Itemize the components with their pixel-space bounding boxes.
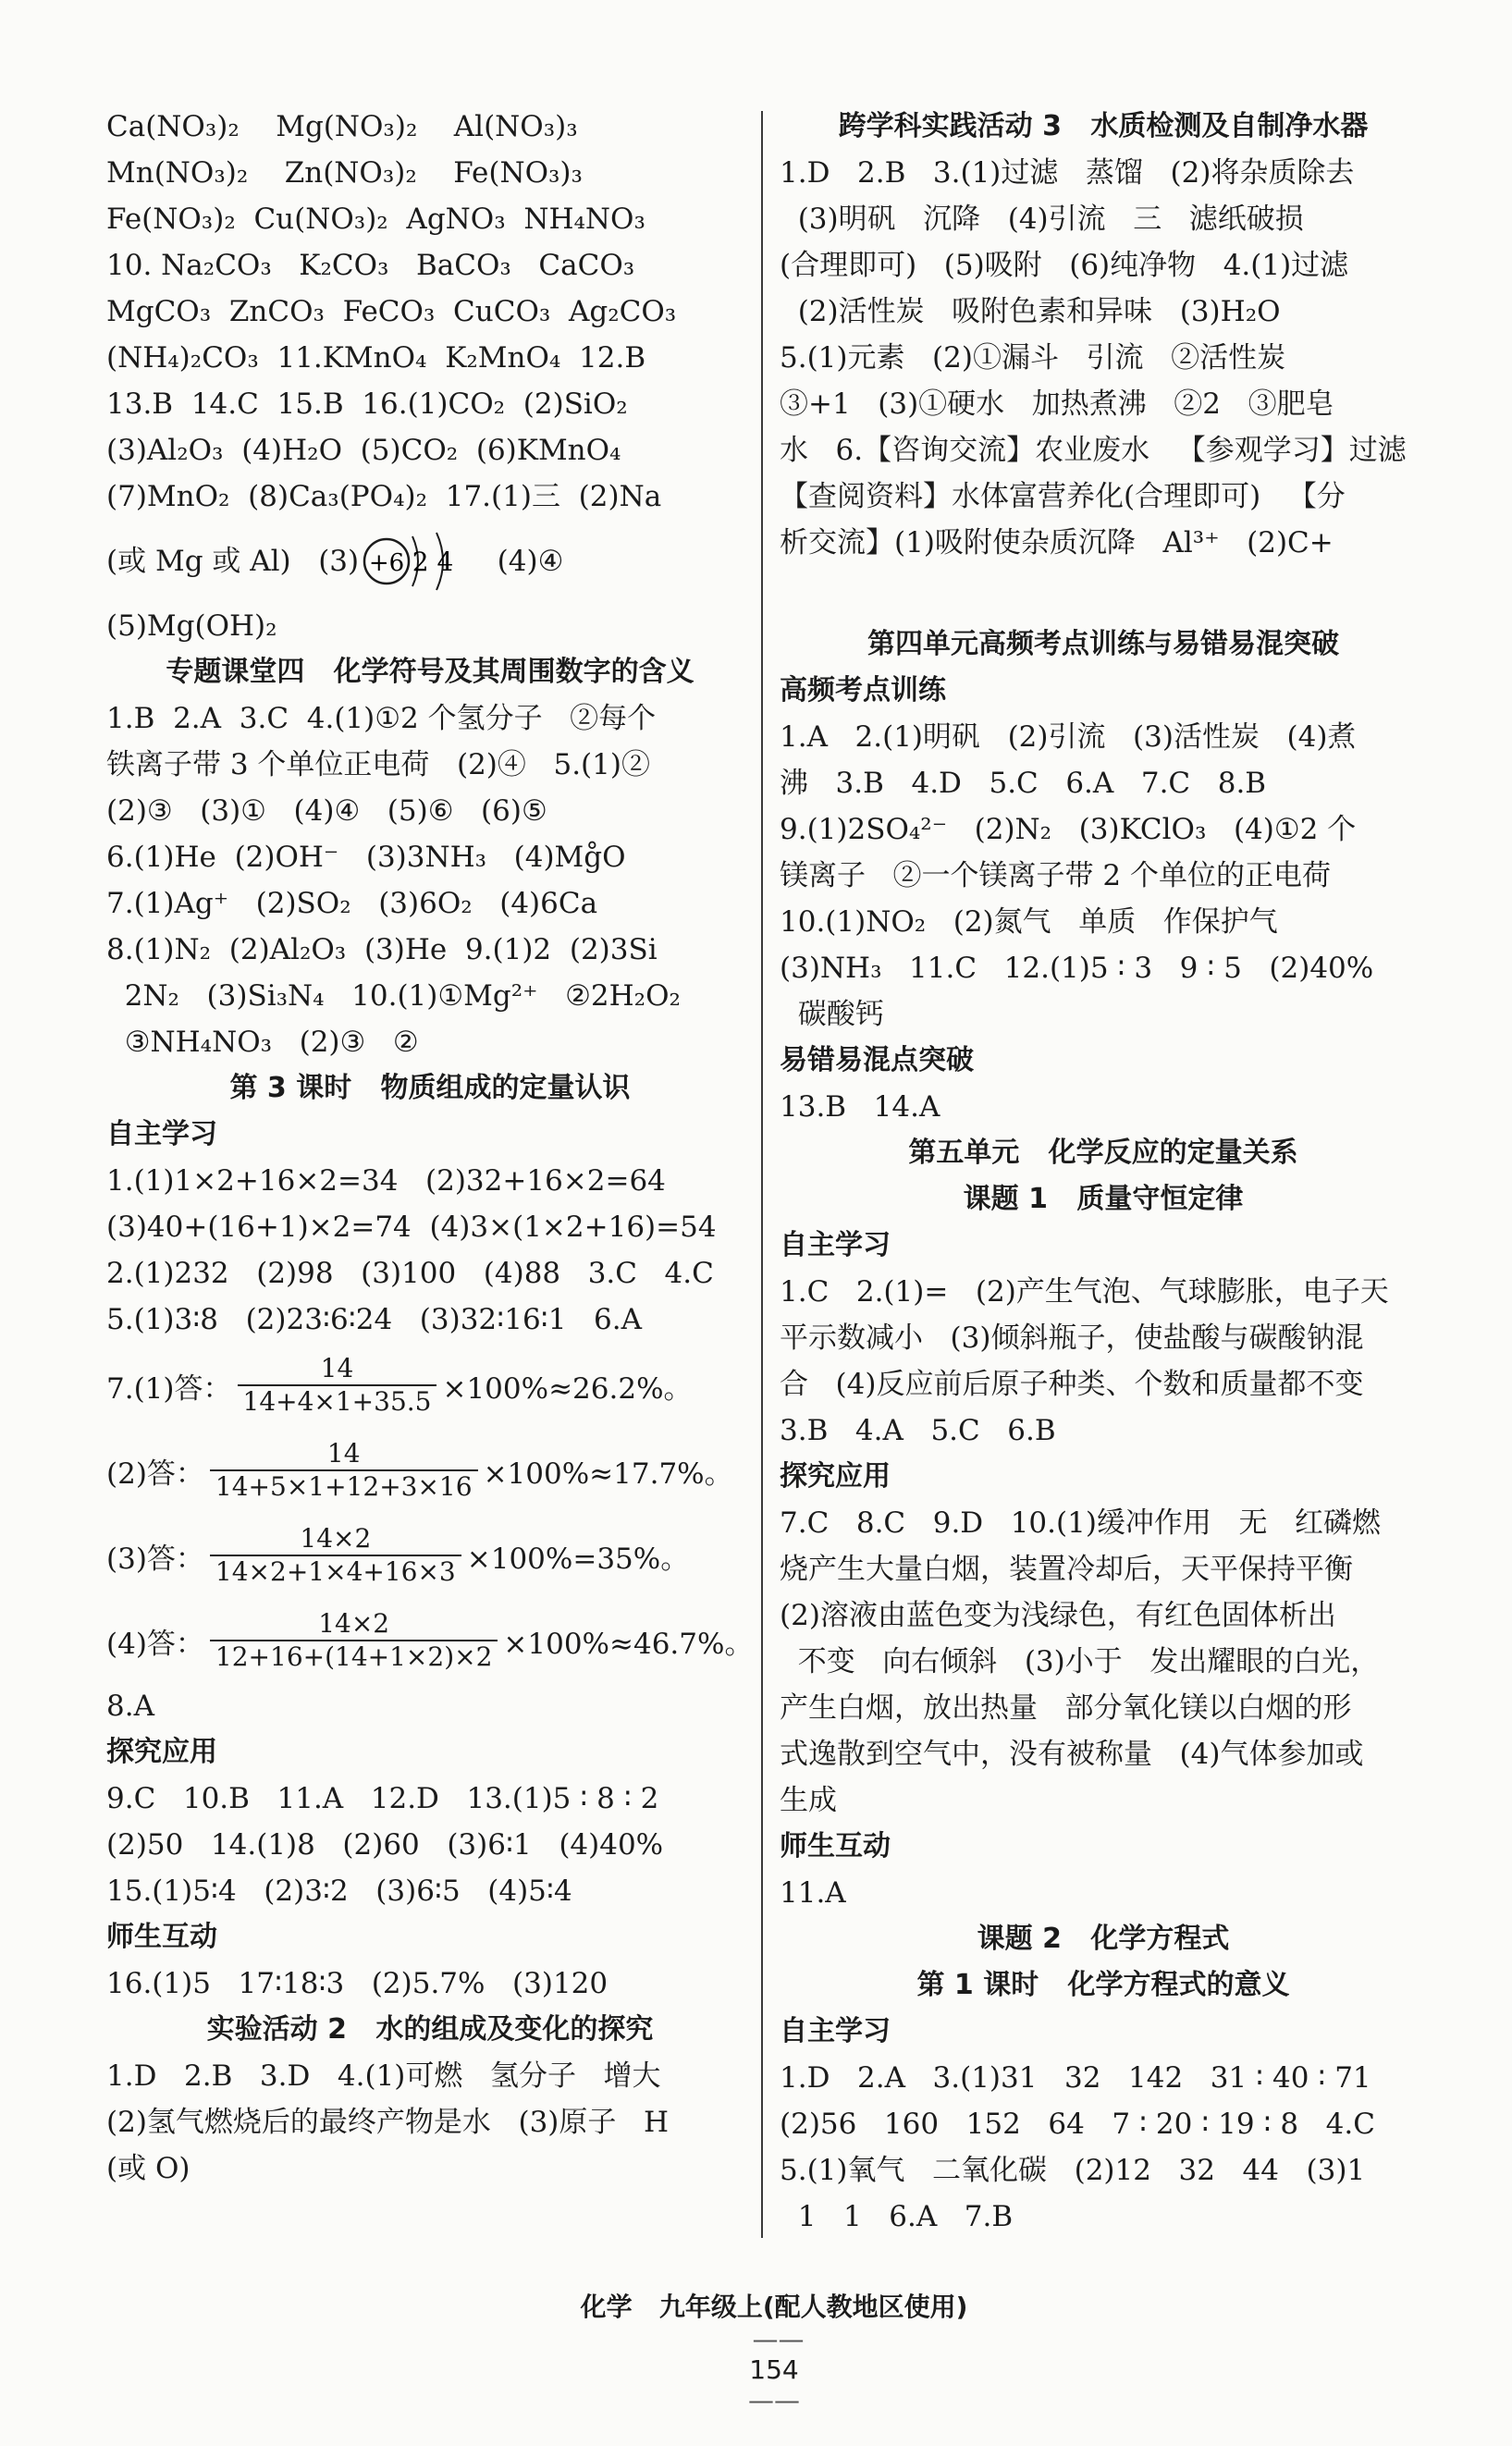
answer-line: 2.(1)232 (2)98 (3)100 (4)88 3.C 4.C xyxy=(106,1257,714,1290)
subsection-heading: 自主学习 xyxy=(106,1118,217,1150)
answer-block xyxy=(780,150,1427,566)
answer-line: 沸 3.B 4.D 5.C 6.A 7.C 8.B xyxy=(780,767,1267,800)
answer-line: 10.(1)NO₂ (2)氮气 单质 作保护气 xyxy=(780,905,1278,939)
answer-line: 9.C 10.B 11.A 12.D 13.(1)5 ∶ 8 ∶ 2 xyxy=(106,1782,659,1815)
column-divider xyxy=(761,111,763,2238)
answer-line: 不变 向右倾斜 (3)小于 发出耀眼的白光， xyxy=(780,1645,1380,1678)
fraction-suffix: ×100%≈17.7%。 xyxy=(483,1457,733,1491)
answer-line: 5.(1)氧气 二氧化碳 (2)12 32 44 (3)1 xyxy=(780,2154,1366,2187)
footer-dash: —— xyxy=(740,2385,808,2415)
answer-line: 1.A 2.(1)明矾 (2)引流 (3)活性炭 (4)煮 xyxy=(780,720,1357,754)
section-heading: 实验活动 2 水的组成及变化的探究 xyxy=(206,2013,654,2046)
answer-block xyxy=(780,1500,1427,1824)
subsection-heading: 师生互动 xyxy=(780,1830,891,1862)
subsection-heading: 自主学习 xyxy=(780,2015,891,2047)
answer-line: 11.A xyxy=(780,1876,846,1910)
right-column xyxy=(780,104,1427,2240)
answer-line: (2)③ (3)① (4)④ (5)⑥ (6)⑤ xyxy=(106,794,547,828)
answer-line: (NH₄)₂CO₃ 11.KMnO₄ K₂MnO₄ 12.B xyxy=(106,341,646,375)
answer-block xyxy=(106,104,754,520)
answer-block xyxy=(780,2055,1427,2240)
fraction-suffix: ×100%≈26.2%。 xyxy=(442,1371,693,1406)
answer-line: (7)MnO₂ (8)Ca₃(PO₄)₂ 17.(1)三 (2)Na xyxy=(106,480,662,513)
fraction-numerator: 14×2 xyxy=(300,1523,372,1554)
section-heading: 第四单元高频考点训练与易错易混突破 xyxy=(867,628,1339,660)
fraction-prefix: 7.(1)答： xyxy=(106,1371,232,1406)
fraction xyxy=(238,1353,437,1418)
answer-line: 3.B 4.A 5.C 6.B xyxy=(780,1414,1056,1447)
fraction-numerator: 14 xyxy=(326,1438,361,1469)
fraction xyxy=(210,1608,498,1673)
page-footer xyxy=(0,2256,1512,2446)
answer-line: Fe(NO₃)₂ Cu(NO₃)₂ AgNO₃ NH₄NO₃ xyxy=(106,203,645,236)
fraction-denominator: 14+5×1+12+3×16 xyxy=(210,1469,478,1503)
answer-line: 1 1 6.A 7.B xyxy=(780,2200,1014,2233)
answer-line: 镁离子 ②一个镁离子带 2 个单位的正电荷 xyxy=(780,859,1331,892)
answer-line: 碳酸钙 xyxy=(780,998,884,1031)
fraction-prefix: (3)答： xyxy=(106,1542,204,1576)
answer-line: 【查阅资料】水体富营养化(合理即可) 【分 xyxy=(780,480,1346,513)
answer-line: (3)40+(16+1)×2=74 (4)3×(1×2+16)=54 xyxy=(106,1211,717,1244)
answer-line: 析交流】(1)吸附使杂质沉降 Al³⁺ (2)C+ xyxy=(780,526,1334,559)
subsection-heading: 易错易混点突破 xyxy=(780,1044,974,1076)
nucleus-charge: +6 xyxy=(368,549,405,577)
answer-line: (或 O) xyxy=(106,2152,191,2185)
atom-line-prefix: (或 Mg 或 Al) (3) xyxy=(106,545,360,578)
answer-line: 烧产生大量白烟，装置冷却后，天平保持平衡 xyxy=(780,1553,1353,1586)
atom-line-suffix: (4)④ xyxy=(470,545,564,578)
answer-line: MgCO₃ ZnCO₃ FeCO₃ CuCO₃ Ag₂CO₃ xyxy=(106,295,677,328)
answer-line: 7.C 8.C 9.D 10.(1)缓冲作用 无 红磷燃 xyxy=(780,1506,1382,1540)
answer-line: Ca(NO₃)₂ Mg(NO₃)₂ Al(NO₃)₃ xyxy=(106,110,578,143)
answer-line: (5)Mg(OH)₂ xyxy=(106,609,277,643)
answer-line: (3)Al₂O₃ (4)H₂O (5)CO₂ (6)KMnO₄ xyxy=(106,434,621,467)
answer-line: Mn(NO₃)₂ Zn(NO₃)₂ Fe(NO₃)₃ xyxy=(106,156,583,190)
answer-block xyxy=(106,1158,754,1343)
fraction-denominator: 14+4×1+35.5 xyxy=(238,1384,437,1418)
answer-line: 6.(1)He (2)OH⁻ (3)3NH₃ (4)Mg̊O xyxy=(106,841,626,874)
answer-line: 产生白烟，放出热量 部分氧化镁以白烟的形 xyxy=(780,1691,1352,1725)
topic-heading: 课题 1 质量守恒定律 xyxy=(963,1183,1244,1215)
answer-line: 式逸散到空气中，没有被称量 (4)气体参加或 xyxy=(780,1738,1364,1771)
atom-structure-line xyxy=(106,520,563,603)
subsection-heading: 师生互动 xyxy=(106,1921,217,1953)
subsection-heading: 探究应用 xyxy=(780,1460,891,1493)
reaction-equation-line xyxy=(780,566,1427,621)
answer-line: 8.(1)N₂ (2)Al₂O₃ (3)He 9.(1)2 (2)3Si xyxy=(106,933,658,966)
fraction-suffix: ×100%=35%。 xyxy=(466,1542,690,1576)
answer-line: (2)溶液由蓝色变为浅绿色，有红色固体析出 xyxy=(780,1599,1336,1632)
page-number: 154 xyxy=(749,2354,799,2385)
answer-line: ③NH₄NO₃ (2)③ ② xyxy=(106,1026,419,1059)
answer-block xyxy=(780,1269,1427,1454)
fraction-line xyxy=(106,1343,754,1428)
answer-block xyxy=(106,1776,754,1914)
fraction-denominator: 12+16+(14+1×2)×2 xyxy=(210,1640,498,1673)
answer-block xyxy=(106,2053,754,2192)
answer-line: 15.(1)5∶4 (2)3∶2 (3)6∶5 (4)5∶4 xyxy=(106,1874,572,1908)
fraction-block xyxy=(106,1343,754,1683)
fraction-suffix: ×100%≈46.7%。 xyxy=(503,1627,754,1661)
answer-line: ③+1 (3)①硬水 加热煮沸 ②2 ③肥皂 xyxy=(780,387,1334,421)
fraction xyxy=(210,1523,461,1588)
fraction-numerator: 14 xyxy=(320,1353,354,1383)
answer-line: 1.B 2.A 3.C 4.(1)①2 个氢分子 ②每个 xyxy=(106,702,657,735)
answer-line: (合理即可) (5)吸附 (6)纯净物 4.(1)过滤 xyxy=(780,249,1349,282)
electron-shells: 2 4 xyxy=(412,547,454,577)
fraction-line xyxy=(106,1428,754,1513)
answer-line: (3)NH₃ 11.C 12.(1)5 ∶ 3 9 ∶ 5 (2)40% xyxy=(780,952,1374,985)
fraction-line xyxy=(106,1513,754,1598)
unit-heading: 第五单元 化学反应的定量关系 xyxy=(908,1137,1298,1169)
answer-line: 5.(1)元素 (2)①漏斗 引流 ②活性炭 xyxy=(780,341,1286,375)
answer-line: 9.(1)2SO₄²⁻ (2)N₂ (3)KClO₃ (4)①2 个 xyxy=(780,813,1357,846)
answer-line: 平示数减小 (3)倾斜瓶子，使盐酸与碳酸钠混 xyxy=(780,1321,1364,1355)
answer-line: (3)明矾 沉降 (4)引流 三 滤纸破损 xyxy=(780,203,1304,236)
subsection-heading: 探究应用 xyxy=(106,1736,217,1768)
answer-block xyxy=(780,714,1427,1038)
answer-line: 1.(1)1×2+16×2=34 (2)32+16×2=64 xyxy=(106,1164,666,1198)
answer-line: (2)56 160 152 64 7 ∶ 20 ∶ 19 ∶ 8 4.C xyxy=(780,2108,1375,2141)
answer-line: 13.B 14.C 15.B 16.(1)CO₂ (2)SiO₂ xyxy=(106,387,628,421)
answer-line: 5.(1)3∶8 (2)23∶6∶24 (3)32∶16∶1 6.A xyxy=(106,1303,642,1336)
answer-block xyxy=(106,695,754,1065)
answer-line: 2N₂ (3)Si₃N₄ 10.(1)①Mg²⁺ ②2H₂O₂ xyxy=(106,979,681,1013)
answer-line: 铁离子带 3 个单位正电荷 (2)④ 5.(1)② xyxy=(106,748,650,781)
topic-heading: 课题 2 化学方程式 xyxy=(977,1923,1230,1955)
left-column xyxy=(106,104,754,2192)
atom-structure-diagram xyxy=(359,522,470,601)
answer-line: (2)50 14.(1)8 (2)60 (3)6∶1 (4)40% xyxy=(106,1828,664,1862)
answer-line: 7.(1)Ag⁺ (2)SO₂ (3)6O₂ (4)6Ca xyxy=(106,887,598,920)
answer-line: 8.A xyxy=(106,1690,154,1723)
subsection-heading: 自主学习 xyxy=(780,1229,891,1261)
fraction-prefix: (2)答： xyxy=(106,1457,204,1491)
fraction-denominator: 14×2+1×4+16×3 xyxy=(210,1555,461,1588)
section-heading: 专题课堂四 化学符号及其周围数字的含义 xyxy=(166,656,695,688)
fraction xyxy=(210,1438,478,1503)
answer-line: 水 6.【咨询交流】农业废水 【参观学习】过滤 xyxy=(780,434,1407,467)
answer-line: (2)氢气燃烧后的最终产物是水 (3)原子 H xyxy=(106,2106,669,2139)
section-heading: 第 1 课时 化学方程式的意义 xyxy=(916,1969,1290,2001)
subsection-heading: 高频考点训练 xyxy=(780,674,946,707)
fraction-numerator: 14×2 xyxy=(318,1608,390,1639)
section-heading: 第 3 课时 物质组成的定量认识 xyxy=(229,1072,631,1104)
answer-line: (2)活性炭 吸附色素和异味 (3)H₂O xyxy=(780,295,1281,328)
answer-line: 16.(1)5 17∶18∶3 (2)5.7% (3)120 xyxy=(106,1967,608,2000)
answer-line: 1.D 2.B 3.D 4.(1)可燃 氢分子 增大 xyxy=(106,2059,661,2093)
fraction-prefix: (4)答： xyxy=(106,1627,204,1661)
footer-label: 化学 九年级上(配人教地区使用) xyxy=(580,2292,968,2322)
fraction-line xyxy=(106,1598,754,1683)
answer-line: 1.C 2.(1)= (2)产生气泡、气球膨胀，电子天 xyxy=(780,1275,1389,1309)
answer-line: 合 (4)反应前后原子种类、个数和质量都不变 xyxy=(780,1368,1364,1401)
answer-line: 1.D 2.B 3.(1)过滤 蒸馏 (2)将杂质除去 xyxy=(780,156,1355,190)
answer-line: 1.D 2.A 3.(1)31 32 142 31 ∶ 40 ∶ 71 xyxy=(780,2061,1371,2095)
section-heading: 跨学科实践活动 3 水质检测及自制净水器 xyxy=(838,110,1369,142)
answer-line: 生成 xyxy=(780,1784,837,1817)
answer-line: 13.B 14.A xyxy=(780,1090,940,1124)
answer-line: 10. Na₂CO₃ K₂CO₃ BaCO₃ CaCO₃ xyxy=(106,249,635,282)
footer-dash: —— xyxy=(735,2324,813,2354)
